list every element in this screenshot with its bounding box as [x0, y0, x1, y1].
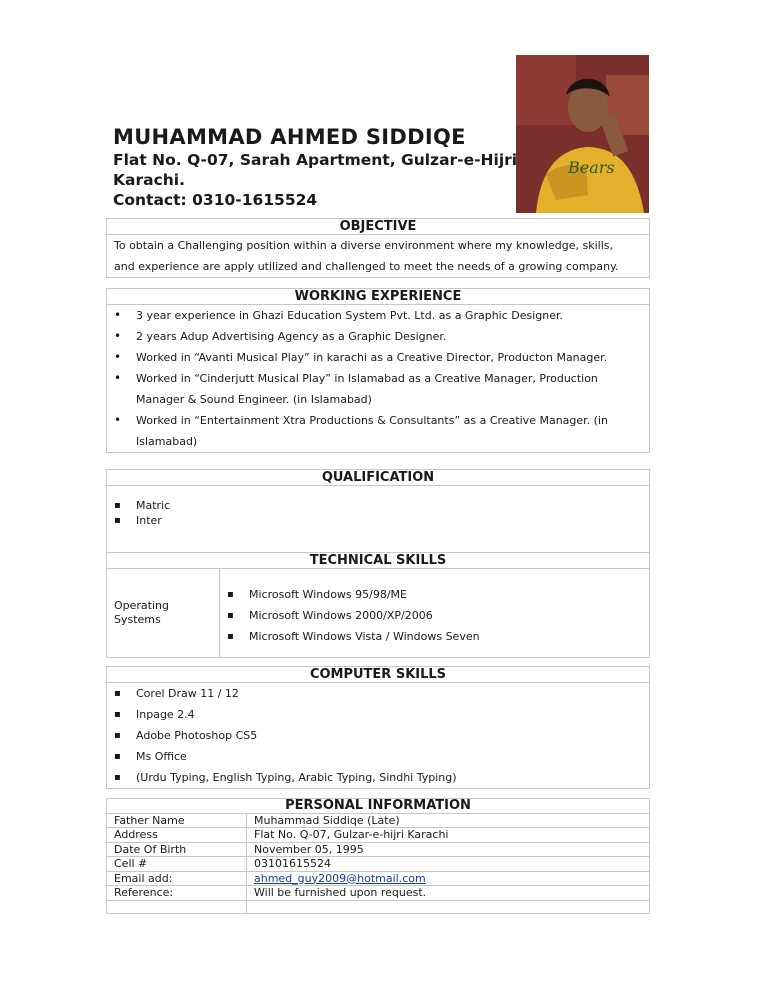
computer-skills-list: [114, 683, 642, 788]
info-value: Muhammad Siddiqe (Late): [247, 813, 650, 828]
table-row: [107, 871, 650, 886]
personal-info-section: [106, 798, 650, 914]
computer-skill-item: ▪ Ms Office: [114, 746, 642, 767]
info-label: Reference:: [107, 886, 247, 901]
info-label: Email add:: [107, 871, 247, 886]
address-line-1: Flat No. Q-07, Sarah Apartment, Gulzar-e-Hijri: [113, 151, 518, 169]
os-item: ▪ Microsoft Windows Vista / Windows Seven: [227, 626, 642, 647]
experience-item: • Worked in “Cinderjutt Musical Play” in Islamabad as a Creative Manager, Production Manager & Sound Engineer. (in Islamabad): [114, 368, 642, 410]
experience-section: [106, 288, 650, 453]
info-value: Flat No. Q-07, Gulzar-e-hijri Karachi: [247, 828, 650, 843]
computer-skill-item: ▪ (Urdu Typing, English Typing, Arabic Typing, Sindhi Typing): [114, 767, 642, 788]
computer-skill-item: ▪ Inpage 2.4: [114, 704, 642, 725]
experience-list: [114, 305, 642, 452]
table-row: [107, 886, 650, 901]
empty-cell: [107, 900, 247, 913]
computer-skill-item: ▪ Adobe Photoshop CS5: [114, 725, 642, 746]
table-row: [107, 842, 650, 857]
computer-title: COMPUTER SKILLS: [107, 667, 650, 683]
email-link[interactable]: ahmed_guy2009@hotmail.com: [254, 871, 426, 885]
computer-skills-section: [106, 666, 650, 789]
technical-title: TECHNICAL SKILLS: [107, 553, 650, 569]
info-label: Cell #: [107, 857, 247, 872]
table-row: [107, 900, 650, 913]
contact-line: Contact: 0310-1615524: [113, 191, 318, 209]
profile-photo-image: [516, 55, 649, 213]
qualification-item: ▪ Inter: [114, 513, 642, 528]
table-row: [107, 813, 650, 828]
info-label: Date Of Birth: [107, 842, 247, 857]
objective-line-2: and experience are apply utilized and challenged to meet the needs of a growing company.: [114, 260, 619, 273]
empty-cell: [247, 900, 650, 913]
experience-item: • Worked in “Entertainment Xtra Productions & Consultants” as a Creative Manager. (in Islamabad): [114, 410, 642, 452]
os-item: ▪ Microsoft Windows 95/98/ME: [227, 584, 642, 605]
address-line-2: Karachi.: [113, 171, 185, 189]
table-row: [107, 828, 650, 843]
personal-title: PERSONAL INFORMATION: [107, 799, 650, 814]
profile-photo: [516, 55, 649, 213]
info-value: 03101615524: [247, 857, 650, 872]
info-label: Address: [107, 828, 247, 843]
experience-item: • Worked in “Avanti Musical Play” in karachi as a Creative Director, Producton Manager.: [114, 347, 642, 368]
table-row: [107, 857, 650, 872]
candidate-name: MUHAMMAD AHMED SIDDIQE: [113, 125, 466, 149]
info-value: November 05, 1995: [247, 842, 650, 857]
svg-text:Bears: Bears: [568, 158, 615, 177]
experience-item: • 3 year experience in Ghazi Education System Pvt. Ltd. as a Graphic Designer.: [114, 305, 642, 326]
experience-item: • 2 years Adup Advertising Agency as a Graphic Designer.: [114, 326, 642, 347]
qualification-item: ▪ Matric: [114, 498, 642, 513]
resume-header: [113, 124, 517, 210]
objective-title: OBJECTIVE: [107, 219, 650, 235]
os-item: ▪ Microsoft Windows 2000/XP/2006: [227, 605, 642, 626]
objective-line-1: To obtain a Challenging position within a diverse environment where my knowledge, skills,: [114, 239, 614, 252]
qualification-technical-section: [106, 469, 650, 658]
info-value: Will be furnished upon request.: [247, 886, 650, 901]
computer-skill-item: ▪ Corel Draw 11 / 12: [114, 683, 642, 704]
objective-section: [106, 218, 650, 278]
qualification-list: [114, 498, 642, 528]
info-label: Father Name: [107, 813, 247, 828]
qualification-title: QUALIFICATION: [107, 470, 650, 486]
os-label: Operating Systems: [107, 569, 220, 658]
experience-title: WORKING EXPERIENCE: [107, 289, 650, 305]
os-list: [227, 584, 642, 647]
